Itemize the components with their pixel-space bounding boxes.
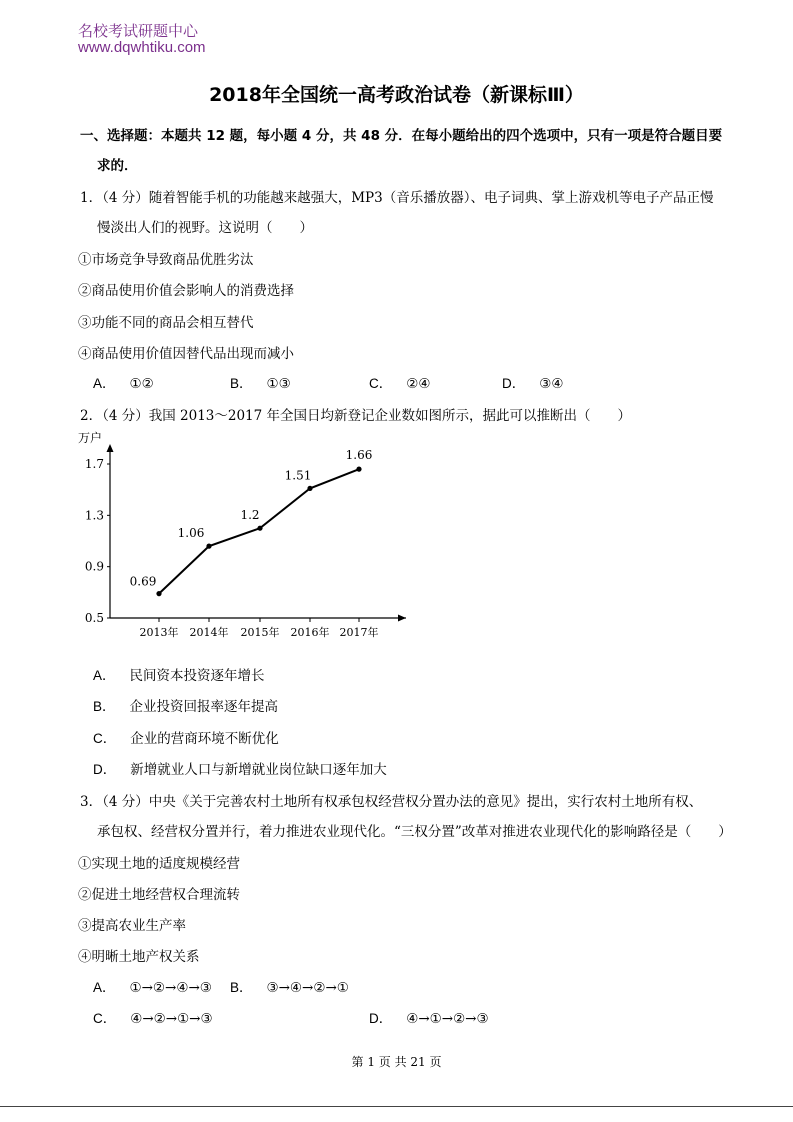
option-key: C． bbox=[369, 376, 393, 391]
option-text: 企业投资回报率逐年提高 bbox=[129, 699, 279, 715]
q3-option-d[interactable] bbox=[369, 1007, 489, 1027]
option-key: D． bbox=[369, 1011, 393, 1026]
line-chart bbox=[70, 428, 420, 644]
section-instruction-line2: 求的． bbox=[97, 158, 138, 174]
q1-option-d[interactable] bbox=[502, 372, 563, 392]
option-text: ③→④→②→① bbox=[266, 980, 349, 996]
q1-item: ③功能不同的商品会相互替代 bbox=[78, 315, 254, 331]
q3-item: ③提高农业生产率 bbox=[78, 918, 186, 934]
option-key: C． bbox=[93, 731, 117, 746]
q1-item: ②商品使用价值会影响人的消费选择 bbox=[78, 283, 294, 299]
q1-item: ①市场竞争导致商品优胜劣汰 bbox=[78, 252, 254, 268]
page-number: 第 1 页 共 21 页 bbox=[351, 1055, 442, 1069]
x-tick-label: 2017年 bbox=[339, 626, 379, 639]
option-text: ④→②→①→③ bbox=[130, 1011, 213, 1027]
data-label: 1.51 bbox=[284, 468, 312, 483]
data-label: 0.69 bbox=[129, 574, 157, 589]
option-key: C． bbox=[93, 1011, 117, 1026]
q1-stem-line1: 1．（4 分）随着智能手机的功能越来越强大，MP3（音乐播放器）、电子词典、掌上游戏机等电子产品正慢 bbox=[80, 190, 714, 206]
y-tick-label: 1.3 bbox=[84, 508, 104, 523]
option-key: A． bbox=[93, 668, 116, 683]
page-bottom-divider bbox=[0, 1106, 793, 1107]
option-key: B． bbox=[230, 980, 253, 995]
option-text: ①→②→④→③ bbox=[129, 980, 212, 996]
option-key: D． bbox=[502, 376, 526, 391]
y-axis-arrow bbox=[107, 444, 114, 452]
x-tick-label: 2014年 bbox=[189, 626, 229, 639]
option-key: B． bbox=[230, 376, 253, 391]
option-text: ③④ bbox=[539, 376, 564, 392]
data-label: 1.66 bbox=[345, 448, 373, 463]
q2-option-c[interactable] bbox=[93, 727, 279, 747]
data-point bbox=[257, 526, 262, 531]
watermark-name: 名校考试研题中心 bbox=[78, 22, 199, 40]
data-point bbox=[206, 544, 211, 549]
q2-option-b[interactable] bbox=[93, 695, 278, 715]
data-point bbox=[356, 467, 361, 472]
q2-stem: 2．（4 分）我国 2013～2017 年全国日均新登记企业数如图所示，据此可以推断出（ ） bbox=[80, 408, 632, 424]
option-key: A． bbox=[93, 980, 116, 995]
data-point bbox=[307, 486, 312, 491]
q3-option-b[interactable] bbox=[230, 976, 349, 996]
option-key: A． bbox=[93, 376, 116, 391]
option-text: ①② bbox=[129, 376, 154, 392]
option-text: 民间资本投资逐年增长 bbox=[129, 668, 265, 684]
q1-option-c[interactable] bbox=[369, 372, 430, 392]
x-tick-label: 2013年 bbox=[139, 626, 179, 639]
y-axis-label: 万户 bbox=[78, 431, 103, 445]
q3-item: ④明晰土地产权关系 bbox=[78, 949, 200, 965]
data-label: 1.2 bbox=[240, 508, 260, 523]
x-tick-label: 2015年 bbox=[240, 626, 280, 639]
option-text: 新增就业人口与新增就业岗位缺口逐年加大 bbox=[130, 762, 387, 778]
option-text: ①③ bbox=[266, 376, 291, 392]
y-tick-label: 0.5 bbox=[84, 611, 104, 625]
option-key: B． bbox=[93, 699, 116, 714]
y-tick-label: 0.9 bbox=[84, 559, 104, 574]
q3-item: ①实现土地的适度规模经营 bbox=[78, 856, 240, 872]
option-text: 企业的营商环境不断优化 bbox=[130, 731, 279, 747]
option-key: D． bbox=[93, 762, 117, 777]
x-axis-arrow bbox=[398, 615, 406, 622]
y-tick-label: 1.7 bbox=[84, 457, 104, 471]
watermark-url[interactable]: www.dqwhtiku.com bbox=[78, 39, 206, 56]
option-text: ②④ bbox=[406, 376, 431, 392]
q1-stem-line2: 慢淡出人们的视野。这说明（ ） bbox=[97, 220, 313, 236]
data-label: 1.06 bbox=[177, 526, 205, 541]
q3-option-a[interactable] bbox=[93, 976, 212, 996]
x-tick-label: 2016年 bbox=[290, 626, 330, 639]
q3-stem-line1: 3．（4 分）中央《关于完善农村土地所有权承包权经营权分置办法的意见》提出，实行农村土地所有权、 bbox=[80, 794, 703, 810]
option-text: ④→①→②→③ bbox=[406, 1011, 489, 1027]
q3-stem-line2: 承包权、经营权分置并行，着力推进农业现代化。“三权分置”改革对推进农业现代化的影响路径是（ ） bbox=[97, 824, 732, 840]
page-title: 2018年全国统一高考政治试卷（新课标Ⅲ） bbox=[209, 84, 584, 106]
q1-option-a[interactable] bbox=[93, 372, 154, 392]
q3-option-c[interactable] bbox=[93, 1007, 213, 1027]
section-instruction-line1: 一、选择题：本题共 12 题，每小题 4 分，共 48 分．在每小题给出的四个选项中，只有一项是符合题目要 bbox=[80, 128, 723, 144]
data-point bbox=[156, 591, 161, 596]
q3-item: ②促进土地经营权合理流转 bbox=[78, 887, 240, 903]
q1-item: ④商品使用价值因替代品出现而减小 bbox=[78, 346, 294, 362]
q1-option-b[interactable] bbox=[230, 372, 291, 392]
q2-option-d[interactable] bbox=[93, 758, 387, 778]
q2-option-a[interactable] bbox=[93, 664, 265, 684]
